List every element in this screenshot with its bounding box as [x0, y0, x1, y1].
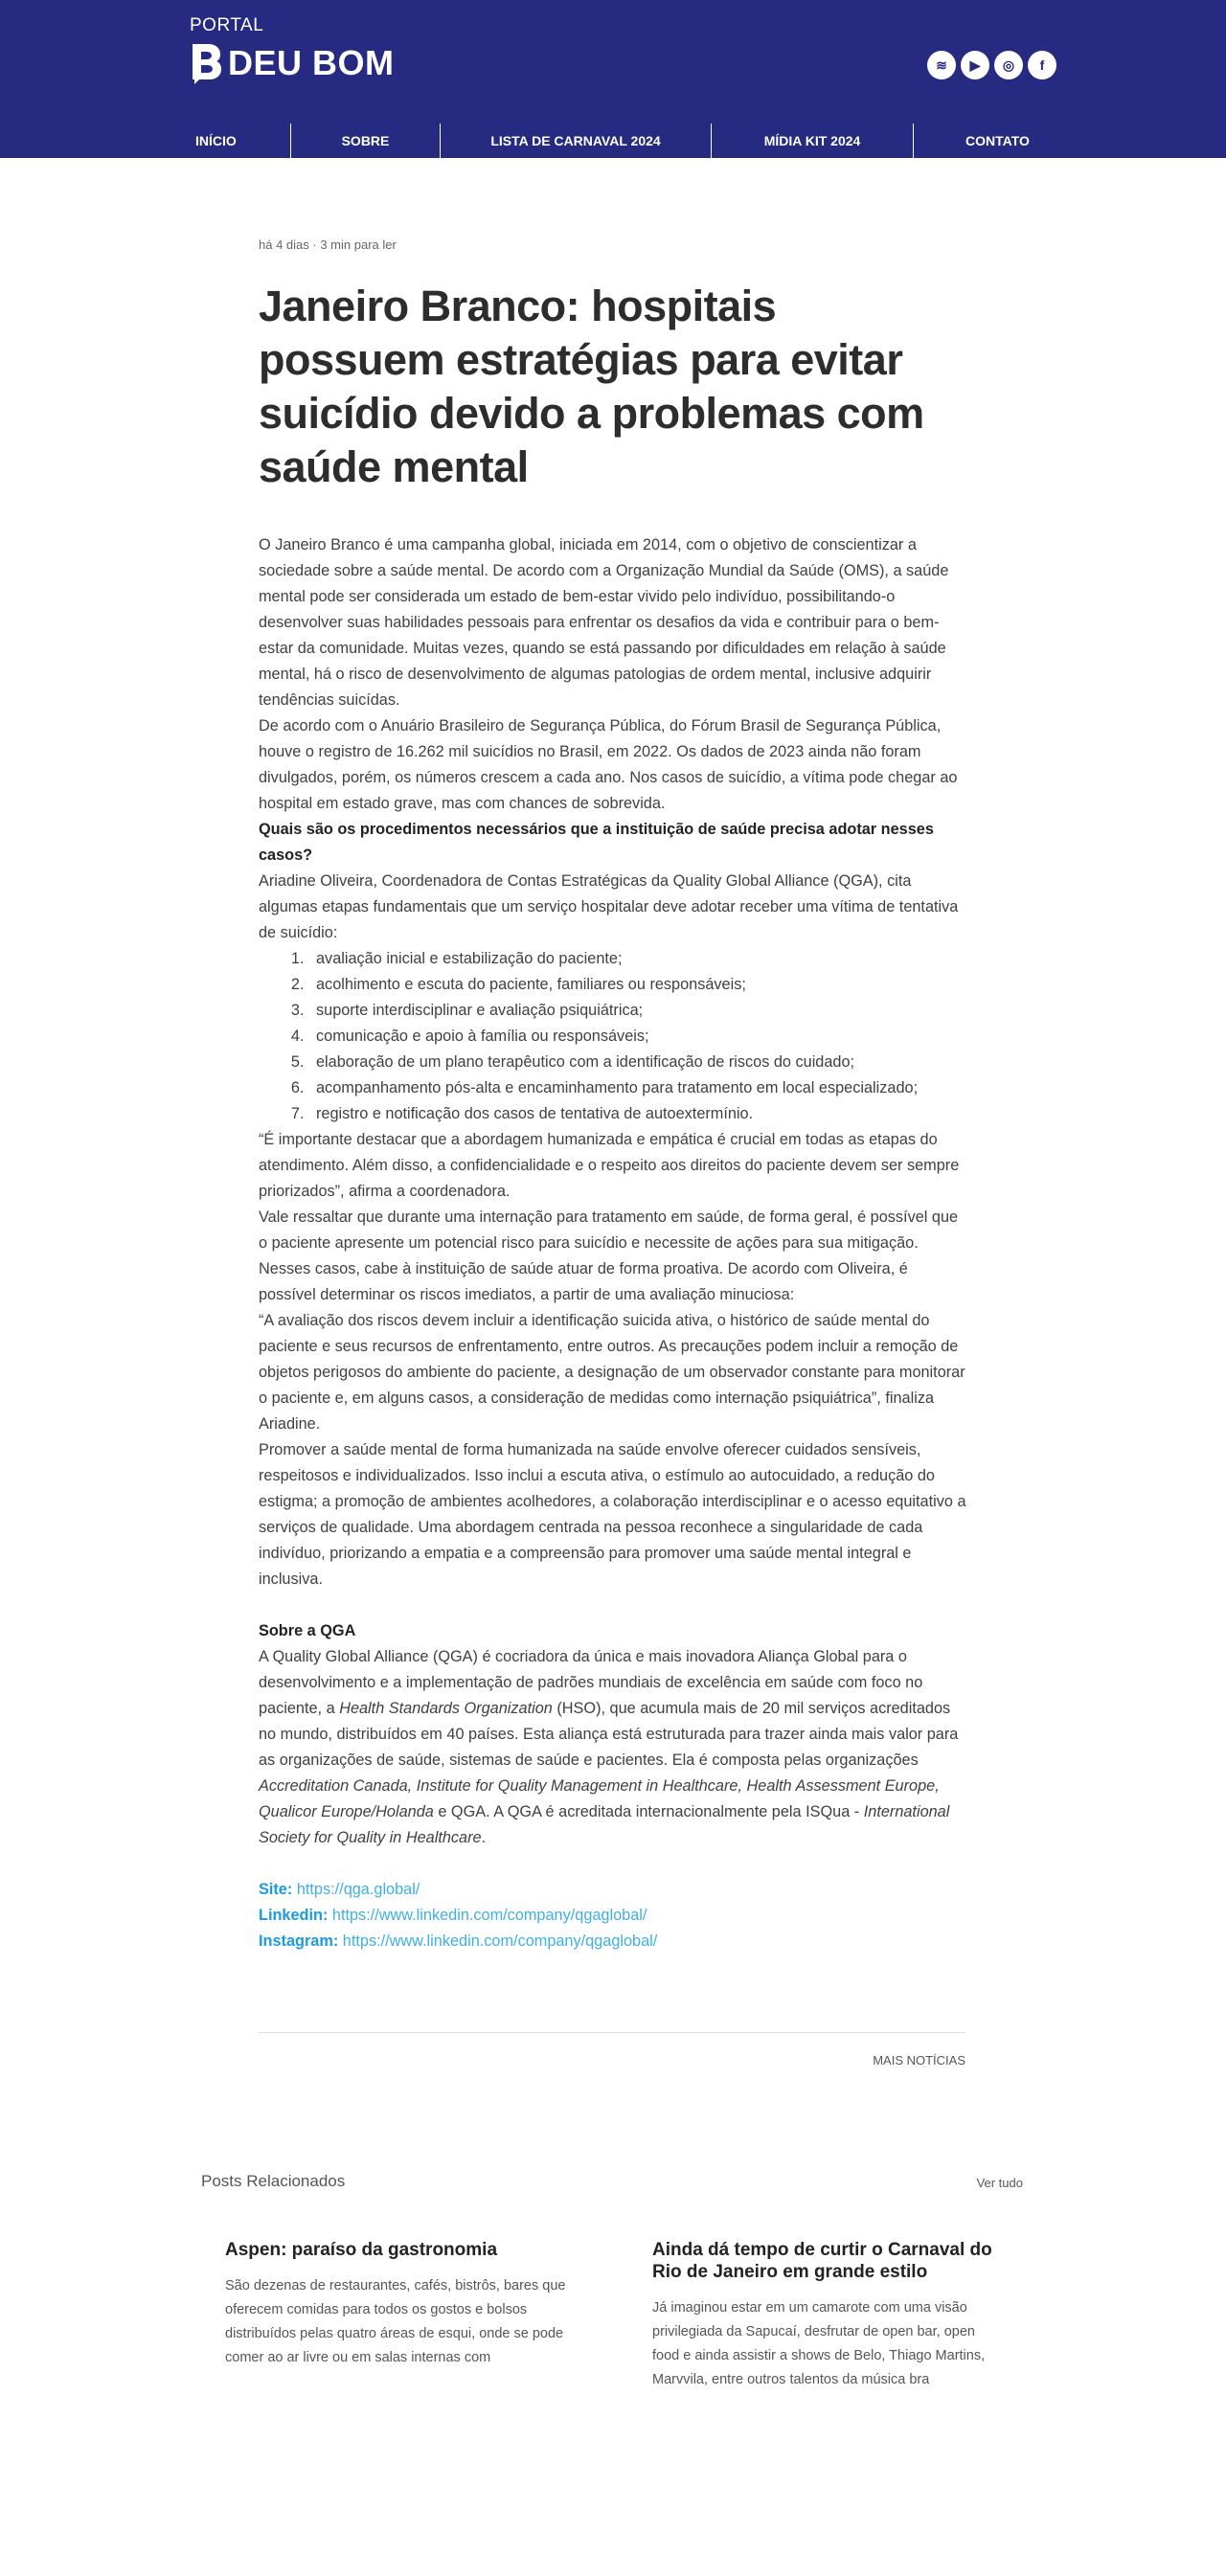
link-site: Site: https://qga.global/: [259, 1881, 420, 1898]
youtube-icon[interactable]: ▶: [961, 51, 989, 79]
nav-sobre[interactable]: SOBRE: [291, 124, 441, 158]
nav-inicio[interactable]: INÍCIO: [188, 124, 291, 158]
instagram-link[interactable]: https://www.linkedin.com/company/qgaglobal/: [342, 1932, 658, 1950]
post-title: Janeiro Branco: hospitais possuem estratégias para evitar suicídio devido a problemas com saúde mental: [259, 282, 924, 491]
paragraph: “É importante destacar que a abordagem humanizada e empática é crucial em todas as etapas do atendimento. Além disso, a confidencialidade e o respeito aos direitos do paciente devem ser sempre priorizados”, afirma a coordenadora.: [259, 1131, 960, 1200]
related-post-excerpt: São dezenas de restaurantes, cafés, bistrôs, bares que oferecem comidas para todos os gostos e bolsos distribuídos pelas quatro áreas de esqui, onde se pode comer ao ar livre ou em salas internas com: [225, 2278, 566, 2365]
subheading: Sobre a QGA: [259, 1622, 356, 1639]
logo-b-icon: [190, 42, 222, 84]
nav-lista-carnaval[interactable]: LISTA DE CARNAVAL 2024: [441, 124, 712, 158]
site-logo[interactable]: [190, 42, 395, 84]
list-item: 5. elaboração de um plano terapêutico com a identificação de riscos do cuidado;: [308, 1050, 967, 1075]
more-news-link[interactable]: MAIS NOTÍCIAS: [873, 2053, 965, 2068]
paragraph: O Janeiro Branco é uma campanha global, iniciada em 2014, com o objetivo de conscientizar a sociedade sobre a saúde mental. De acordo com a Organização Mundial da Saúde (OMS), a saúde mental pode ser considerada um estado de bem-estar vivido pelo indivíduo, possibilitando-o desenvolver suas habilidades pessoais para enfrentar os desafios da vida e contribuir para o bem-estar da comunidade. Muitas vezes, quando se está passando por dificuldades em relação à saúde mental, há o risco de desenvolvimento de algumas patologias de ordem mental, inclusive adquirir tendências suicídas.: [259, 536, 949, 709]
list-item: 3. suporte interdisciplinar e avaliação psiquiátrica;: [308, 998, 967, 1024]
paragraph: Promover a saúde mental de forma humanizada na saúde envolve oferecer cuidados sensíveis, respeitosos e individualizados. Isso inclui a escuta ativa, o estímulo ao autocuidado, a redução do estigma; a promoção de ambientes acolhedores, a colaboração interdisciplinar e o acesso equitativo a serviços de qualidade. Uma abordagem centrada na pessoa reconhece a singularidade de cada indivíduo, priorizando a empatia e a compreensão para promover uma saúde mental integral e inclusiva.: [259, 1441, 966, 1588]
related-post-title[interactable]: Aspen: paraíso da gastronomia: [225, 2240, 498, 2260]
paragraph: Ariadine Oliveira, Coordenadora de Contas Estratégicas da Quality Global Alliance (QGA), cita algumas etapas fundamentais que um serviço hospitalar deve adotar receber uma vítima de tentativa de suicídio:: [259, 872, 959, 941]
post-meta: há 4 dias · 3 min para ler: [259, 237, 397, 252]
post-body: [259, 532, 967, 1955]
site-link[interactable]: https://qga.global/: [296, 1881, 420, 1898]
spotify-icon[interactable]: ≋: [927, 51, 956, 79]
link-linkedin: Linkedin: https://www.linkedin.com/company/qgaglobal/: [259, 1907, 647, 1924]
link-instagram: Instagram: https://www.linkedin.com/company/qgaglobal/: [259, 1932, 658, 1950]
paragraph: De acordo com o Anuário Brasileiro de Segurança Pública, do Fórum Brasil de Segurança Pública, houve o registro de 16.262 mil suicídios no Brasil, em 2022. Os dados de 2023 ainda não foram divulgados, porém, os números crescem a cada ano. Nos casos de suicídio, a vítima pode chegar ao hospital em estado grave, mas com chances de sobrevida.: [259, 717, 958, 812]
social-links: [927, 51, 1056, 79]
linkedin-link[interactable]: https://www.linkedin.com/company/qgaglobal/: [331, 1907, 647, 1924]
logo-portal-text: PORTAL: [190, 15, 264, 35]
paragraph: Vale ressaltar que durante uma internação para tratamento em saúde, de forma geral, é possível que o paciente apresente um potencial risco para suicídio e necessite de ações para sua mitigação. Nesses casos, cabe à instituição de saúde atuar de forma proativa. De acordo com Oliveira, é possível determinar os riscos imediatos, a partir de uma avaliação minuciosa:: [259, 1209, 959, 1303]
related-post-excerpt: Já imaginou estar em um camarote com uma visão privilegiada da Sapucaí, desfrutar de open bar, open food e ainda assistir a shows de Belo, Thiago Martins, Marvvila, entre outros talentos da música bra: [652, 2300, 986, 2387]
list-item: 1. avaliação inicial e estabilização do paciente;: [308, 946, 967, 972]
post-date: há 4 dias: [259, 237, 309, 252]
logo-text: DEU BOM: [228, 43, 395, 82]
paragraph: “A avaliação dos riscos devem incluir a identificação suicida ativa, o histórico de saúde mental do paciente e seus recursos de enfrentamento, entre outros. As precauções podem incluir a remoção de objetos perigosos do ambiente do paciente, a designação de um observador constante para monitorar o paciente e, em alguns casos, a consideração de medidas como internação psiquiátrica”, finaliza Ariadine.: [259, 1312, 965, 1433]
list-item: 4. comunicação e apoio à família ou responsáveis;: [308, 1024, 967, 1050]
related-post-card[interactable]: [225, 2239, 575, 2370]
see-all-link[interactable]: Ver tudo: [976, 2176, 1023, 2190]
site-header: [0, 0, 1226, 158]
list-item: 7. registro e notificação dos casos de tentativa de autoextermínio.: [308, 1101, 967, 1127]
subheading: Quais são os procedimentos necessários que a instituição de saúde precisa adotar nesses casos?: [259, 821, 934, 864]
main-nav: [188, 124, 1081, 158]
related-post-card[interactable]: [652, 2239, 1003, 2392]
nav-midia-kit[interactable]: MÍDIA KIT 2024: [712, 124, 914, 158]
list-item: 2. acolhimento e escuta do paciente, familiares ou responsáveis;: [308, 972, 967, 998]
steps-list: [308, 946, 967, 1127]
paragraph-qga: A Quality Global Alliance (QGA) é cocriadora da única e mais inovadora Aliança Global para o desenvolvimento e a implementação de padrões mundiais de excelência em saúde com foco no paciente, a Health Standards Organization (HSO), que acumula mais de 20 mil serviços acreditados no mundo, distribuídos em 40 países. Esta aliança está estruturada para trazer ainda mais valor para as organizações de saúde, sistemas de saúde e pacientes. Ela é composta pelas organizações Accreditation Canada, Institute for Quality Management in Healthcare, Health Assessment Europe, Qualicor Europe/Holanda e QGA. A QGA é acreditada internacionalmente pela ISQua - International Society for Quality in Healthcare.: [259, 1648, 959, 1846]
related-posts-heading: Posts Relacionados: [201, 2172, 346, 2190]
related-post-title[interactable]: Ainda dá tempo de curtir o Carnaval do Rio de Janeiro em grande estilo: [652, 2240, 992, 2282]
list-item: 6. acompanhamento pós-alta e encaminhamento para tratamento em local especializado;: [308, 1075, 967, 1101]
instagram-icon[interactable]: ◎: [994, 51, 1023, 79]
facebook-icon[interactable]: f: [1028, 51, 1056, 79]
read-time: 3 min para ler: [320, 237, 397, 252]
nav-contato[interactable]: CONTATO: [965, 133, 1030, 148]
divider: [259, 2032, 965, 2033]
